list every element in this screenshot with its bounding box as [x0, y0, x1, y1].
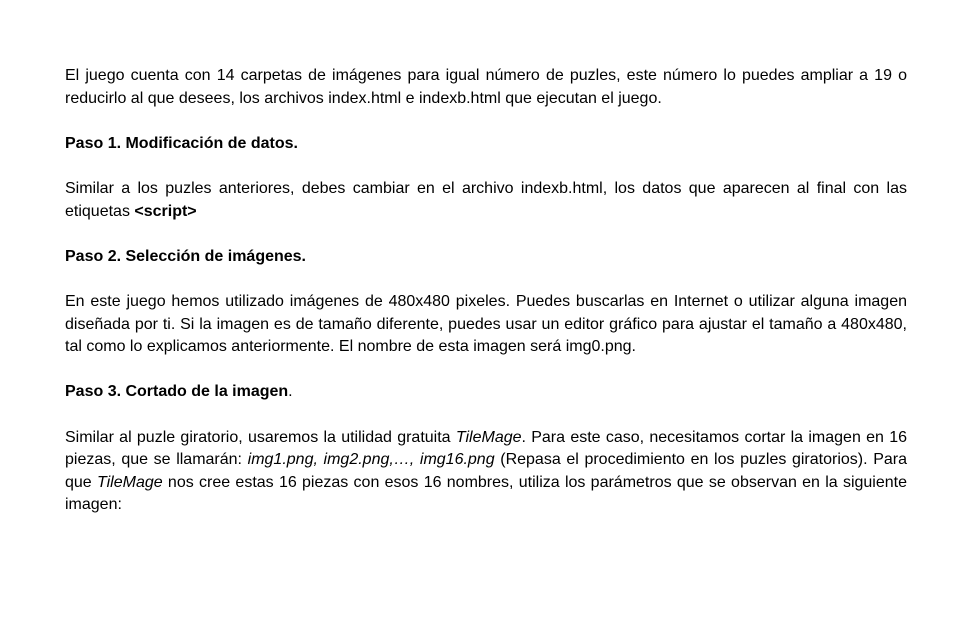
paso3-text-1: Similar al puzle giratorio, usaremos la utilidad gratuita	[65, 428, 456, 446]
paso3-text-2: . Para este caso, necesitamos cortar la imagen en 16 piezas, que se llamarán:	[65, 428, 907, 469]
paso3-heading: Paso 3. Cortado de la imagen	[65, 383, 289, 401]
tilemage-name-2: TileMage	[96, 473, 163, 491]
document-page	[65, 65, 907, 517]
spacer	[65, 155, 907, 178]
tilemage-name: TileMage	[455, 428, 522, 446]
intro-paragraph: El juego cuenta con 14 carpetas de imágenes para igual número de puzles, este número lo puedes ampliar a 19 o reducirlo al que desees, los archivos index.html e indexb.html que ejecutan el juego.	[65, 67, 907, 107]
paso2-heading: Paso 2. Selección de imágenes.	[65, 247, 306, 265]
paso1-heading: Paso 1. Modificación de datos.	[65, 134, 298, 152]
paso3-paragraph	[65, 427, 907, 517]
paso3-heading-line	[65, 381, 907, 404]
paso1-text: Similar a los puzles anteriores, debes cambiar en el archivo indexb.html, los datos que aparecen al final con las etiquetas	[65, 179, 907, 220]
spacer	[65, 110, 907, 133]
paso3-text-3: (Repasa el procedimiento en los puzles giratorios). Para que	[65, 451, 907, 491]
paso3-text-4: nos cree estas 16 piezas con esos 16 nombres, utiliza los parámetros que se observan en la siguiente imagen:	[65, 473, 908, 514]
spacer	[65, 268, 907, 291]
file-names: img1.png, img2.png,…, img16.png	[247, 451, 495, 469]
spacer	[65, 223, 907, 246]
paso2-paragraph: En este juego hemos utilizado imágenes de 480x480 pixeles. Puedes buscarlas en Internet o utilizar alguna imagen diseñada por ti. Si la imagen es de tamaño diferente, puedes usar un editor gráfico para ajustar el tamaño a 480x480, tal como lo explicamos anteriormente. El nombre de esta imagen será img0.png.	[65, 292, 907, 356]
spacer	[65, 359, 907, 382]
spacer	[65, 404, 907, 427]
paso1-paragraph	[65, 178, 907, 223]
paso3-heading-period: .	[288, 383, 293, 401]
script-tag-text: <script>	[134, 202, 197, 220]
